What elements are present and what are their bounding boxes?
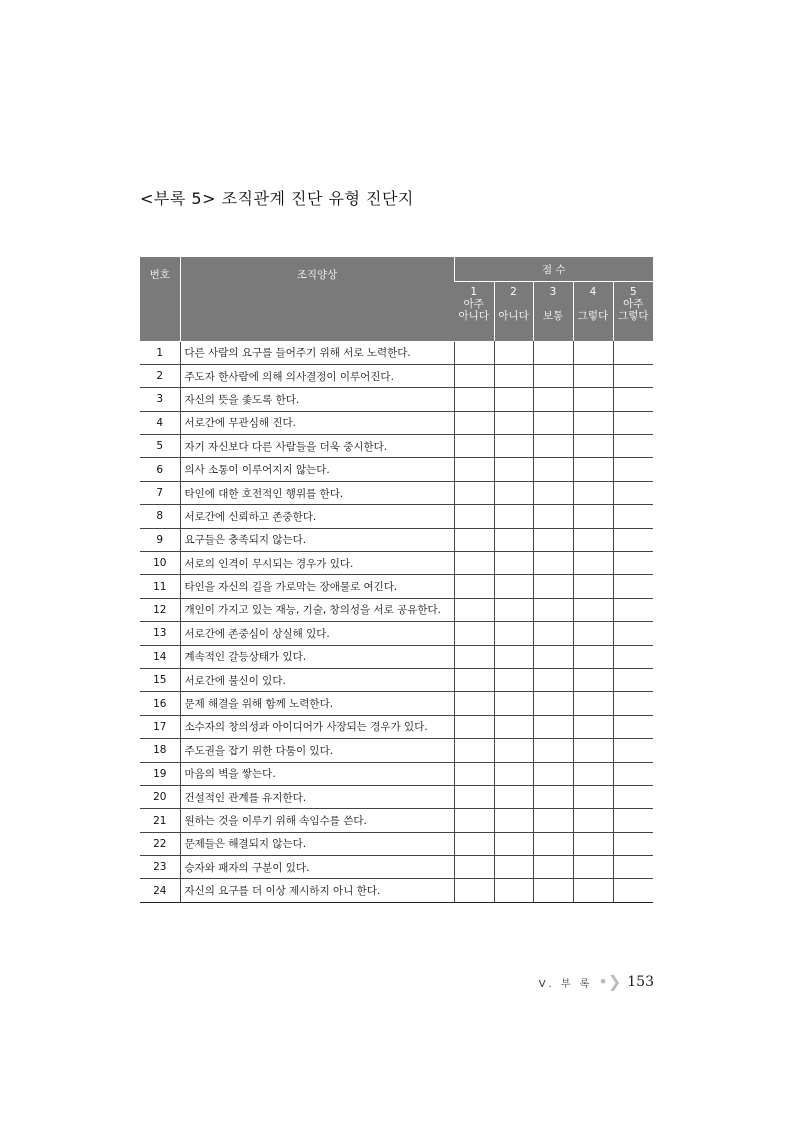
- score-cell-1[interactable]: [454, 458, 494, 481]
- row-text: 자기 자신보다 다른 사람들을 더욱 중시한다.: [180, 435, 454, 458]
- row-number: 23: [140, 856, 180, 879]
- table-row: [140, 388, 653, 411]
- row-text: 소수자의 창의성과 아이디어가 사장되는 경우가 있다.: [180, 715, 454, 738]
- row-text: 문제들은 해결되지 않는다.: [180, 832, 454, 855]
- score-cell-4[interactable]: [573, 481, 613, 504]
- score-cell-3[interactable]: [533, 762, 573, 785]
- table-row: [140, 481, 653, 504]
- score-cell-5[interactable]: [613, 435, 653, 458]
- score-cell-2[interactable]: [494, 645, 533, 668]
- row-text: 서로간에 존중심이 상실해 있다.: [180, 622, 454, 645]
- table-row: [140, 856, 653, 879]
- table-row: [140, 341, 653, 364]
- row-text: 주도자 한사람에 의해 의사결정이 이루어진다.: [180, 364, 454, 387]
- score-header-3: [533, 282, 573, 342]
- page-title: <부록 5> 조직관계 진단 유형 진단지: [140, 189, 414, 208]
- row-number: 4: [140, 411, 180, 434]
- score-cell-4[interactable]: [573, 715, 613, 738]
- score-cell-4[interactable]: [573, 739, 613, 762]
- score-cell-5[interactable]: [613, 364, 653, 387]
- row-text: 계속적인 갈등상태가 있다.: [180, 645, 454, 668]
- score-cell-1[interactable]: [454, 832, 494, 855]
- score-cell-5[interactable]: [613, 528, 653, 551]
- score-cell-2[interactable]: [494, 388, 533, 411]
- score-label-line2: 아니다: [498, 310, 529, 322]
- table-row: [140, 762, 653, 785]
- table-body: [140, 341, 653, 902]
- score-cell-5[interactable]: [613, 575, 653, 598]
- table-row: [140, 668, 653, 691]
- score-cell-5[interactable]: [613, 341, 653, 364]
- score-label-line1: [534, 298, 573, 310]
- row-number: 2: [140, 364, 180, 387]
- row-number: 21: [140, 809, 180, 832]
- score-header-5: [613, 282, 653, 342]
- score-cell-2[interactable]: [494, 528, 533, 551]
- score-cell-3[interactable]: [533, 528, 573, 551]
- row-number: 11: [140, 575, 180, 598]
- score-cell-2[interactable]: [494, 692, 533, 715]
- row-number: 12: [140, 598, 180, 621]
- row-number: 13: [140, 622, 180, 645]
- score-cell-2[interactable]: [494, 411, 533, 434]
- score-cell-4[interactable]: [573, 785, 613, 808]
- row-text: 서로간에 신뢰하고 존중한다.: [180, 505, 454, 528]
- score-cell-4[interactable]: [573, 668, 613, 691]
- page-number: 153: [627, 974, 654, 990]
- table-row: [140, 739, 653, 762]
- survey-table: [140, 257, 653, 903]
- table-row: [140, 832, 653, 855]
- score-cell-2[interactable]: [494, 435, 533, 458]
- score-cell-2[interactable]: [494, 832, 533, 855]
- score-cell-1[interactable]: [454, 598, 494, 621]
- score-cell-5[interactable]: [613, 598, 653, 621]
- score-cell-5[interactable]: [613, 856, 653, 879]
- score-cell-2[interactable]: [494, 762, 533, 785]
- row-text: 서로간에 무관심해 진다.: [180, 411, 454, 434]
- score-cell-1[interactable]: [454, 622, 494, 645]
- score-cell-3[interactable]: [533, 598, 573, 621]
- score-cell-3[interactable]: [533, 411, 573, 434]
- score-cell-5[interactable]: [613, 785, 653, 808]
- score-cell-5[interactable]: [613, 715, 653, 738]
- score-label-line1: 아주: [463, 298, 484, 310]
- score-cell-3[interactable]: [533, 739, 573, 762]
- table-row: [140, 458, 653, 481]
- score-cell-5[interactable]: [613, 739, 653, 762]
- score-cell-2[interactable]: [494, 879, 533, 902]
- header-item: 조직양상: [180, 257, 454, 341]
- row-text: 마음의 벽을 쌓는다.: [180, 762, 454, 785]
- score-cell-1[interactable]: [454, 411, 494, 434]
- score-cell-1[interactable]: [454, 879, 494, 902]
- table-row: [140, 528, 653, 551]
- score-cell-1[interactable]: [454, 552, 494, 575]
- score-cell-3[interactable]: [533, 832, 573, 855]
- score-cell-1[interactable]: [454, 388, 494, 411]
- score-cell-4[interactable]: [573, 575, 613, 598]
- score-cell-3[interactable]: [533, 364, 573, 387]
- score-cell-5[interactable]: [613, 645, 653, 668]
- score-header-4: [573, 282, 613, 342]
- table-row: [140, 809, 653, 832]
- row-text: 타인을 자신의 길을 가로막는 장애물로 여긴다.: [180, 575, 454, 598]
- row-text: 자신의 요구를 더 이상 제시하지 아니 한다.: [180, 879, 454, 902]
- row-number: 1: [140, 341, 180, 364]
- row-number: 18: [140, 739, 180, 762]
- score-cell-1[interactable]: [454, 762, 494, 785]
- row-number: 14: [140, 645, 180, 668]
- score-cell-2[interactable]: [494, 552, 533, 575]
- row-number: 20: [140, 785, 180, 808]
- score-cell-4[interactable]: [573, 598, 613, 621]
- row-number: 24: [140, 879, 180, 902]
- score-cell-1[interactable]: [454, 668, 494, 691]
- score-label-line2: 그렇다: [577, 310, 609, 322]
- score-cell-3[interactable]: [533, 879, 573, 902]
- row-number: 15: [140, 668, 180, 691]
- score-cell-2[interactable]: [494, 505, 533, 528]
- row-number: 9: [140, 528, 180, 551]
- row-text: 요구들은 충족되지 않는다.: [180, 528, 454, 551]
- score-cell-1[interactable]: [454, 364, 494, 387]
- score-cell-5[interactable]: [613, 762, 653, 785]
- score-label-line1: [495, 298, 533, 310]
- table-row: [140, 715, 653, 738]
- score-cell-5[interactable]: [613, 388, 653, 411]
- score-cell-4[interactable]: [573, 762, 613, 785]
- row-text: 원하는 것을 이루기 위해 속임수를 쓴다.: [180, 809, 454, 832]
- score-cell-3[interactable]: [533, 388, 573, 411]
- score-cell-2[interactable]: [494, 458, 533, 481]
- score-cell-4[interactable]: [573, 364, 613, 387]
- score-cell-4[interactable]: [573, 832, 613, 855]
- score-cell-5[interactable]: [613, 505, 653, 528]
- score-cell-3[interactable]: [533, 505, 573, 528]
- score-cell-4[interactable]: [573, 856, 613, 879]
- score-cell-4[interactable]: [573, 622, 613, 645]
- score-header-1: [454, 282, 494, 342]
- score-cell-3[interactable]: [533, 622, 573, 645]
- score-cell-3[interactable]: [533, 341, 573, 364]
- table-row: [140, 622, 653, 645]
- row-text: 승자와 패자의 구분이 있다.: [180, 856, 454, 879]
- score-cell-4[interactable]: [573, 411, 613, 434]
- score-label-line1: 아주: [623, 298, 644, 310]
- score-cell-2[interactable]: [494, 809, 533, 832]
- score-cell-5[interactable]: [613, 832, 653, 855]
- row-text: 문제 해결을 위해 함께 노력한다.: [180, 692, 454, 715]
- score-cell-2[interactable]: [494, 856, 533, 879]
- score-cell-4[interactable]: [573, 879, 613, 902]
- row-number: 16: [140, 692, 180, 715]
- table-row: [140, 645, 653, 668]
- row-number: 10: [140, 552, 180, 575]
- row-number: 22: [140, 832, 180, 855]
- header-row: [140, 257, 653, 282]
- page-footer: [539, 974, 654, 990]
- score-cell-4[interactable]: [573, 341, 613, 364]
- table-row: [140, 785, 653, 808]
- score-cell-1[interactable]: [454, 692, 494, 715]
- row-number: 3: [140, 388, 180, 411]
- score-cell-4[interactable]: [573, 388, 613, 411]
- score-cell-4[interactable]: [573, 458, 613, 481]
- score-cell-4[interactable]: [573, 809, 613, 832]
- score-cell-1[interactable]: [454, 528, 494, 551]
- score-cell-5[interactable]: [613, 879, 653, 902]
- row-text: 서로의 인격이 무시되는 경우가 있다.: [180, 552, 454, 575]
- row-number: 8: [140, 505, 180, 528]
- score-cell-1[interactable]: [454, 739, 494, 762]
- row-number: 6: [140, 458, 180, 481]
- score-cell-4[interactable]: [573, 528, 613, 551]
- score-header-2: [494, 282, 533, 342]
- score-cell-5[interactable]: [613, 622, 653, 645]
- score-cell-1[interactable]: [454, 435, 494, 458]
- row-text: 건설적인 관계를 유지한다.: [180, 785, 454, 808]
- score-number: 3: [549, 286, 557, 298]
- row-text: 다른 사람의 요구를 들어주기 위해 서로 노력한다.: [180, 341, 454, 364]
- header-number: 번호: [140, 257, 180, 341]
- row-text: 서로간에 불신이 있다.: [180, 668, 454, 691]
- row-text: 주도권을 잡기 위한 다툼이 있다.: [180, 739, 454, 762]
- score-cell-3[interactable]: [533, 668, 573, 691]
- score-number: 4: [589, 286, 597, 298]
- score-cell-5[interactable]: [613, 411, 653, 434]
- score-cell-3[interactable]: [533, 458, 573, 481]
- score-cell-1[interactable]: [454, 341, 494, 364]
- score-cell-4[interactable]: [573, 435, 613, 458]
- score-cell-5[interactable]: [613, 692, 653, 715]
- row-text: 타인에 대한 호전적인 행위를 한다.: [180, 481, 454, 504]
- row-text: 의사 소통이 이루어지지 않는다.: [180, 458, 454, 481]
- footer-section-label: Ⅴ. 부 록: [538, 978, 593, 990]
- header-score: 점 수: [454, 257, 653, 282]
- score-cell-2[interactable]: [494, 739, 533, 762]
- score-number: 1: [470, 286, 478, 298]
- score-label-line2: 아니다: [458, 310, 489, 322]
- score-cell-2[interactable]: [494, 715, 533, 738]
- score-cell-3[interactable]: [533, 481, 573, 504]
- table-row: [140, 692, 653, 715]
- score-cell-3[interactable]: [533, 645, 573, 668]
- row-number: 7: [140, 481, 180, 504]
- table-row: [140, 879, 653, 902]
- score-number: 5: [629, 286, 637, 298]
- score-cell-2[interactable]: [494, 364, 533, 387]
- row-number: 19: [140, 762, 180, 785]
- score-cell-3[interactable]: [533, 785, 573, 808]
- score-cell-2[interactable]: [494, 668, 533, 691]
- table-row: [140, 364, 653, 387]
- score-cell-3[interactable]: [533, 552, 573, 575]
- score-cell-3[interactable]: [533, 809, 573, 832]
- score-number: 2: [510, 286, 517, 298]
- row-text: 개인이 가지고 있는 재능, 기술, 창의성을 서로 공유한다.: [180, 598, 454, 621]
- score-cell-1[interactable]: [454, 785, 494, 808]
- score-cell-4[interactable]: [573, 692, 613, 715]
- score-cell-1[interactable]: [454, 505, 494, 528]
- score-cell-3[interactable]: [533, 692, 573, 715]
- score-cell-3[interactable]: [533, 856, 573, 879]
- table-row: [140, 411, 653, 434]
- score-cell-5[interactable]: [613, 481, 653, 504]
- score-cell-1[interactable]: [454, 575, 494, 598]
- score-cell-2[interactable]: [494, 575, 533, 598]
- table-row: [140, 435, 653, 458]
- score-cell-2[interactable]: [494, 481, 533, 504]
- score-cell-1[interactable]: [454, 809, 494, 832]
- score-cell-3[interactable]: [533, 575, 573, 598]
- score-cell-1[interactable]: [454, 715, 494, 738]
- score-cell-4[interactable]: [573, 505, 613, 528]
- score-cell-2[interactable]: [494, 598, 533, 621]
- table-row: [140, 598, 653, 621]
- score-cell-3[interactable]: [533, 715, 573, 738]
- score-cell-2[interactable]: [494, 341, 533, 364]
- table-row: [140, 552, 653, 575]
- table-row: [140, 575, 653, 598]
- score-cell-1[interactable]: [454, 856, 494, 879]
- score-label-line2: 보통: [542, 310, 564, 322]
- score-cell-3[interactable]: [533, 435, 573, 458]
- score-cell-2[interactable]: [494, 622, 533, 645]
- score-cell-4[interactable]: [573, 645, 613, 668]
- score-cell-1[interactable]: [454, 645, 494, 668]
- score-label-line1: [574, 298, 613, 310]
- row-number: 17: [140, 715, 180, 738]
- score-cell-5[interactable]: [613, 458, 653, 481]
- score-cell-5[interactable]: [613, 809, 653, 832]
- score-cell-4[interactable]: [573, 552, 613, 575]
- row-number: 5: [140, 435, 180, 458]
- score-cell-5[interactable]: [613, 668, 653, 691]
- score-label-line2: 그렇다: [618, 310, 649, 322]
- score-cell-5[interactable]: [613, 552, 653, 575]
- row-text: 자신의 뜻을 좇도록 한다.: [180, 388, 454, 411]
- score-cell-1[interactable]: [454, 481, 494, 504]
- score-cell-2[interactable]: [494, 785, 533, 808]
- table-row: [140, 505, 653, 528]
- chevron-right-icon: •❯: [598, 972, 622, 991]
